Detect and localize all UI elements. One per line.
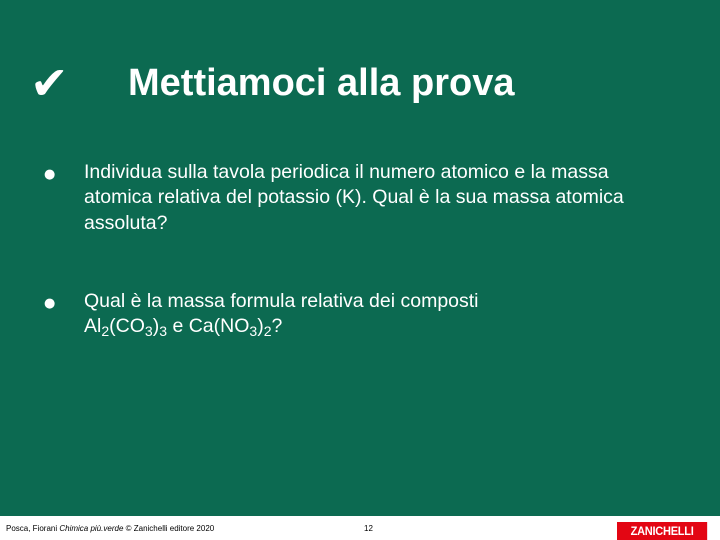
chemical-formula: $Al_2(CO_3)_3$ e $Ca(NO_3)_2$? bbox=[84, 315, 283, 340]
checkmark-icon: ✔ bbox=[30, 56, 69, 110]
slide-title: Mettiamoci alla prova bbox=[128, 62, 515, 104]
zanichelli-logo: ZANICHELLI bbox=[617, 522, 707, 540]
bullet-icon: ● bbox=[44, 167, 56, 182]
page-number: 12 bbox=[364, 524, 373, 533]
bullet-icon: ● bbox=[44, 296, 56, 311]
bullet-item-2-text: Qual è la massa formula relativa dei composti bbox=[84, 290, 479, 312]
footer-credit: Posca, Fiorani Chimica più.verde © Zanichelli editore 2020 bbox=[6, 524, 215, 533]
bullet-item-2 bbox=[84, 289, 674, 340]
bullet-item-1: Individua sulla tavola periodica il numero atomico e la massa atomica relativa del potassio (K). Qual è la sua massa atomica assoluta? bbox=[84, 161, 624, 234]
